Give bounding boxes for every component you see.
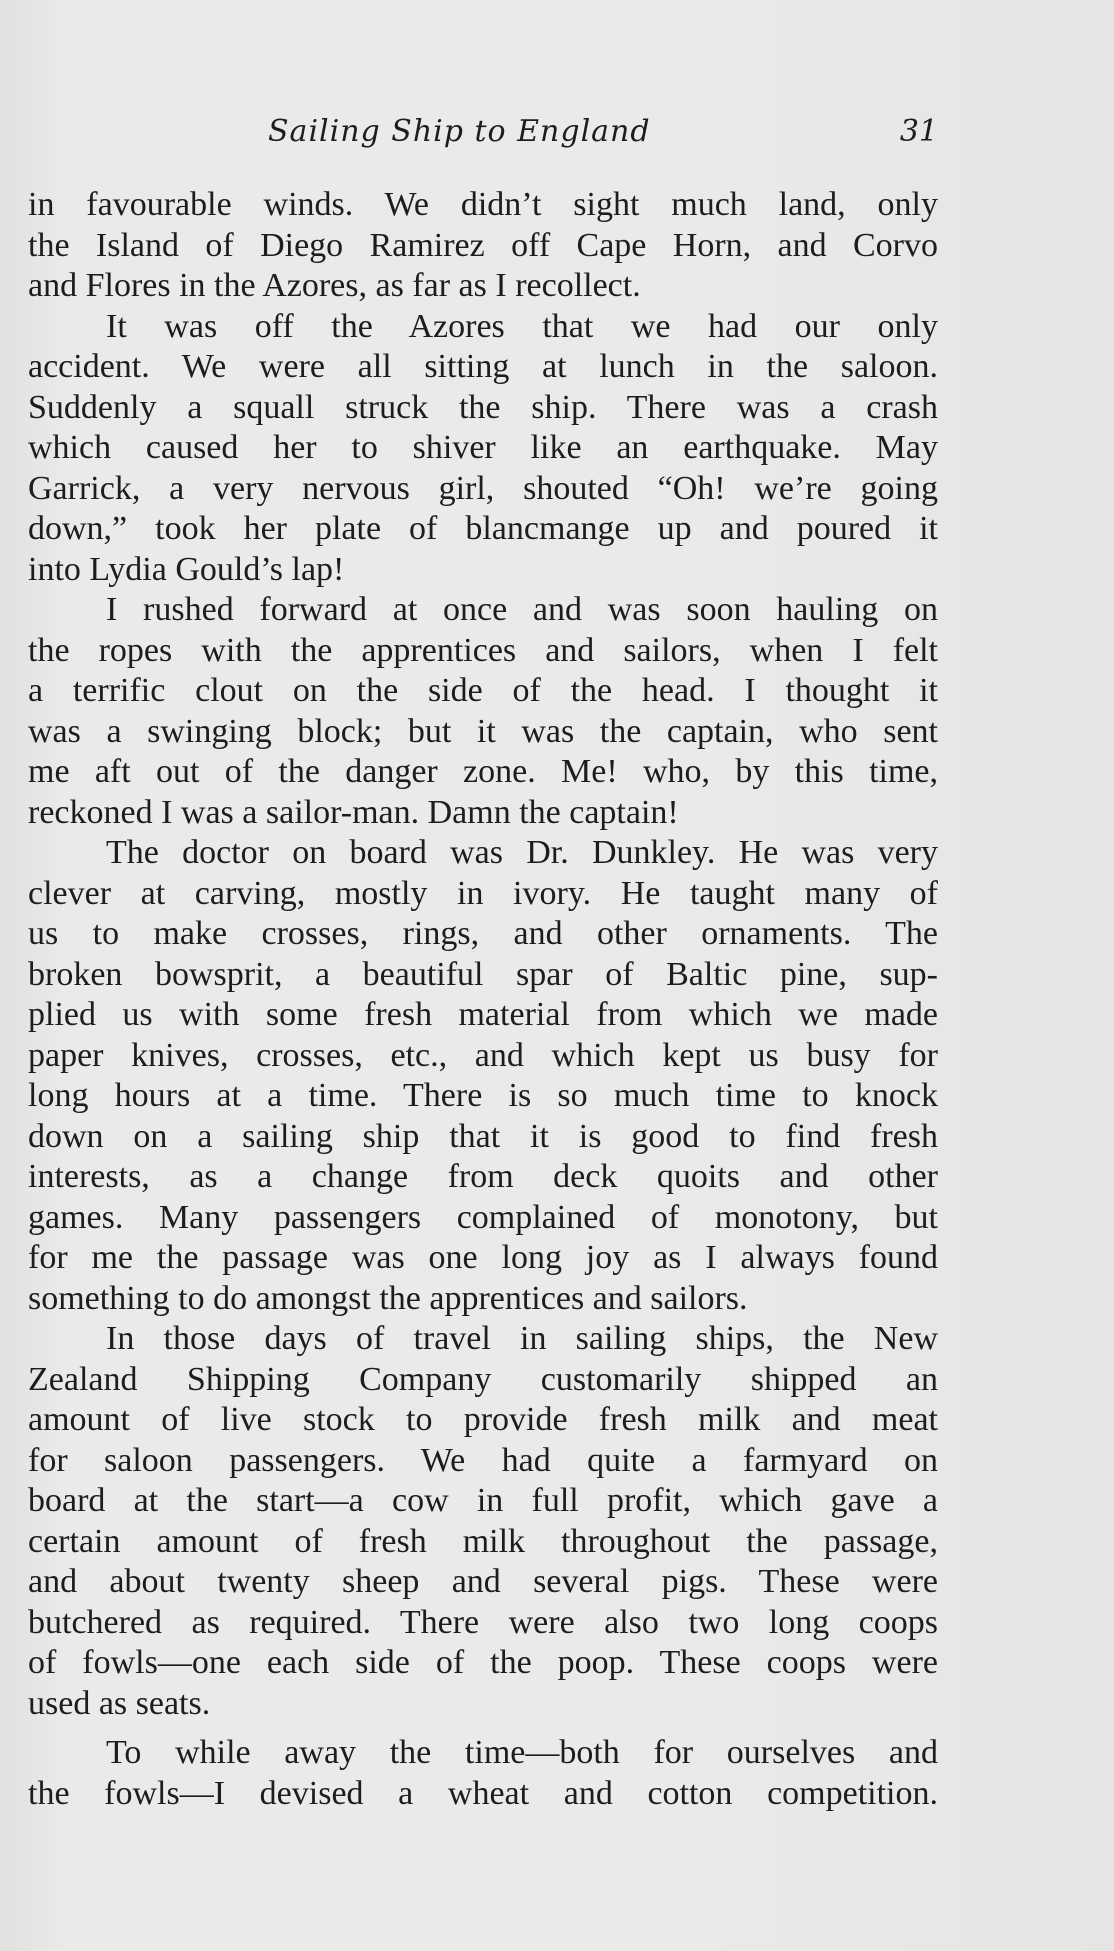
text-line: us to make crosses, rings, and other ornaments. The (28, 915, 938, 952)
paragraph-first-line: The doctor on board was Dr. Dunkley. He was very (106, 834, 938, 871)
paragraph-first-line: It was off the Azores that we had our only (106, 307, 938, 345)
text-line: of fowls—one each side of the poop. These coops were (28, 1644, 938, 1681)
text-line: a terrific clout on the side of the head. I thought it (28, 672, 938, 709)
text-line: certain amount of fresh milk throughout the passage, (28, 1522, 938, 1560)
text-line: down,” took her plate of blancmange up and poured it (28, 510, 938, 547)
text-line: the fowls—I devised a wheat and cotton competition. (28, 1774, 938, 1812)
body-text (28, 185, 938, 1814)
text-line: for me the passage was one long joy as I always found (28, 1239, 938, 1276)
running-title: Sailing Ship to England (268, 114, 651, 149)
text-line: down on a sailing ship that it is good to find fresh (28, 1117, 938, 1155)
paragraph-first-line: I rushed forward at once and was soon hauling on (106, 591, 938, 628)
text-line: paper knives, crosses, etc., and which kept us busy for (28, 1036, 938, 1074)
page-header (28, 108, 938, 156)
text-line: butchered as required. There were also two long coops (28, 1603, 938, 1641)
paragraph-gap (28, 1724, 938, 1733)
text-line: reckoned I was a sailor-man. Damn the captain! (28, 793, 679, 831)
text-line: for saloon passengers. We had quite a farmyard on (28, 1441, 938, 1479)
text-line: and about twenty sheep and several pigs. These were (28, 1563, 938, 1600)
text-line: Garrick, a very nervous girl, shouted “Oh! we’re going (28, 469, 938, 507)
text-line: used as seats. (28, 1684, 211, 1722)
text-line: amount of live stock to provide fresh milk and meat (28, 1401, 938, 1438)
text-line: in favourable winds. We didn’t sight much land, only (28, 186, 938, 223)
text-line: Zealand Shipping Company customarily shipped an (28, 1360, 938, 1398)
text-line: Suddenly a squall struck the ship. There was a crash (28, 388, 938, 426)
text-line: me aft out of the danger zone. Me! who, by this time, (28, 753, 938, 790)
text-line: plied us with some fresh material from which we made (28, 996, 938, 1033)
text-line: board at the start—a cow in full profit, which gave a (28, 1482, 938, 1519)
paragraph-first-line: In those days of travel in sailing ships, the New (106, 1320, 938, 1357)
text-line: clever at carving, mostly in ivory. He taught many of (28, 874, 938, 912)
text-line: was a swinging block; but it was the captain, who sent (28, 712, 938, 750)
text-line: accident. We were all sitting at lunch in the saloon. (28, 348, 938, 385)
text-line: broken bowsprit, a beautiful spar of Baltic pine, sup- (28, 955, 938, 993)
text-line: into Lydia Gould’s lap! (28, 550, 345, 588)
text-line: long hours at a time. There is so much time to knock (28, 1077, 938, 1114)
text-line: and Flores in the Azores, as far as I recollect. (28, 267, 641, 304)
text-line: something to do amongst the apprentices and sailors. (28, 1279, 748, 1317)
text-line: the Island of Diego Ramirez off Cape Horn, and Corvo (28, 226, 938, 264)
text-line: games. Many passengers complained of monotony, but (28, 1198, 938, 1236)
text-line: interests, as a change from deck quoits and other (28, 1158, 938, 1195)
paragraph-first-line: To while away the time—both for ourselves and (106, 1734, 938, 1771)
text-line: the ropes with the apprentices and sailors, when I felt (28, 631, 938, 669)
page-number: 31 (899, 114, 938, 149)
text-line: which caused her to shiver like an earthquake. May (28, 429, 938, 466)
